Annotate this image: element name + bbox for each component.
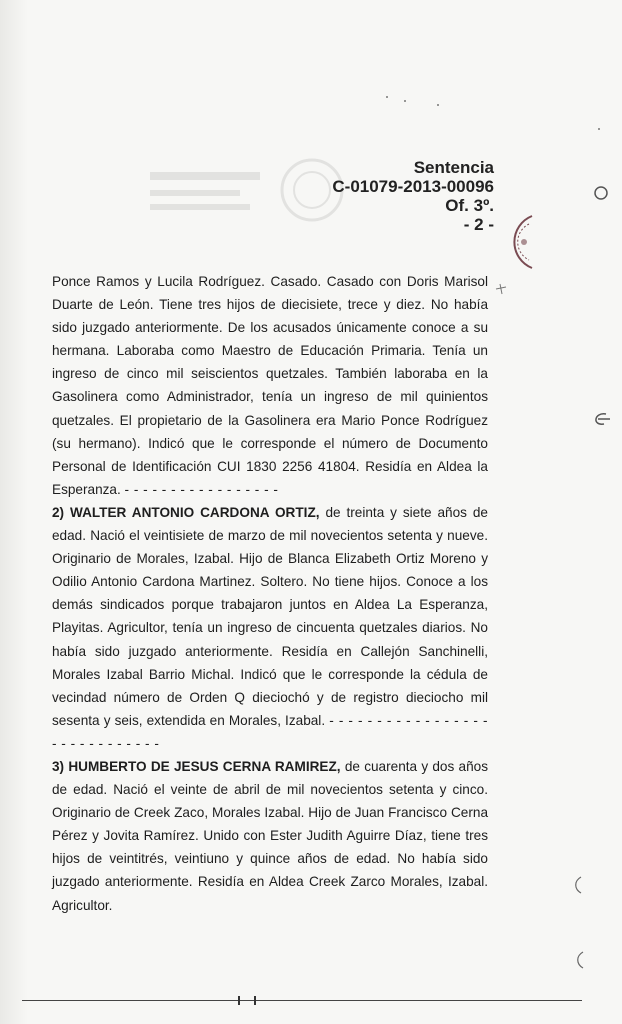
- official-seal-stamp: [496, 212, 534, 272]
- person-name: 3) HUMBERTO DE JESUS CERNA RAMIREZ,: [52, 758, 341, 774]
- page-number: - 2 -: [463, 215, 494, 234]
- bottom-rule: [22, 1000, 582, 1001]
- paper-speck: [598, 128, 600, 130]
- punch-hole-mark: [592, 184, 610, 202]
- office-number: Of. 3º.: [445, 196, 494, 215]
- document-header: [332, 158, 494, 234]
- document-title: Sentencia: [413, 158, 494, 177]
- paragraph-text: Ponce Ramos y Lucila Rodríguez. Casado. Casado con Doris Marisol Duarte de León. Tiene tres hijos de diecisiete, trece y diez. No había sido juzgado anteriormente. De los acusados únicamente conoce a su hermana. Laboraba como Maestro de Educación Primaria. Tenía un ingreso de cinco mil seiscientos quetzales. También laboraba en la Gasolinera como Administrador, tenía un ingreso de mil quinientos quetzales. El propietario de la Gasolinera era Mario Ponce Rodríguez (su hermano). Indicó que le corresponde el número de Documento Personal de Identificación CUI 1830 2256 41804. Residía en Aldea la Esperanza.: [52, 274, 488, 497]
- margin-scribble-mark: [588, 410, 612, 430]
- person-details: de cuarenta y dos años de edad. Nació el veinte de abril de mil novecientos setenta y cinco. Originario de Creek Zaco, Morales Izabal. Hijo de Juan Francisco Cerna Pérez y Jovita Ramírez. Unido con Ester Judith Aguirre Díaz, tiene tres hijos de veintitrés, veintiuno y quince años de edad. No había sido juzgado anteriormente. Residía en Aldea Creek Zarco Morales, Izabal. Agricultor.: [52, 758, 488, 913]
- paper-speck: [386, 96, 388, 98]
- margin-bracket-mark: [574, 950, 586, 970]
- page-edge-shadow: [0, 0, 28, 1024]
- dash-filler: - - - - - - - - - - - - - - - - -: [124, 481, 279, 497]
- person-name: 2) WALTER ANTONIO CARDONA ORTIZ,: [52, 504, 320, 520]
- dash-filler: - - - - - - - - - - - - - - - - - - - - - - - - - - - - -: [52, 712, 488, 751]
- case-number: C-01079-2013-00096: [332, 177, 494, 196]
- bottom-tick-mark: [238, 996, 256, 1005]
- document-body: [52, 270, 488, 917]
- margin-bracket-mark: [572, 875, 584, 895]
- paper-speck: [404, 100, 406, 102]
- margin-tick-mark: [494, 282, 508, 296]
- person-entry-2: [52, 501, 488, 755]
- paper-speck: [437, 104, 439, 106]
- person-details: de treinta y siete años de edad. Nació el veintisiete de marzo de mil novecientos setenta y nueve. Originario de Morales, Izabal. Hijo de Blanca Elizabeth Ortiz Moreno y Odilio Antonio Cardona Martinez. Soltero. No tiene hijos. Conoce a los demás sindicados porque trabajaron juntos en Aldea La Esperanza, Playitas. Agricultor, tenía un ingreso de cincuenta quetzales diarios. No había sido juzgado anteriormente. Residía en Callejón Sanchinelli, Morales Izabal Barrio Michal. Indicó que le corresponde la cédula de vecindad número de Orden Q dieciochó y de registro dieciocho mil sesenta y seis, extendida en Morales, Izabal.: [52, 504, 488, 728]
- person-entry-3: [52, 755, 488, 917]
- paragraph: [52, 270, 488, 501]
